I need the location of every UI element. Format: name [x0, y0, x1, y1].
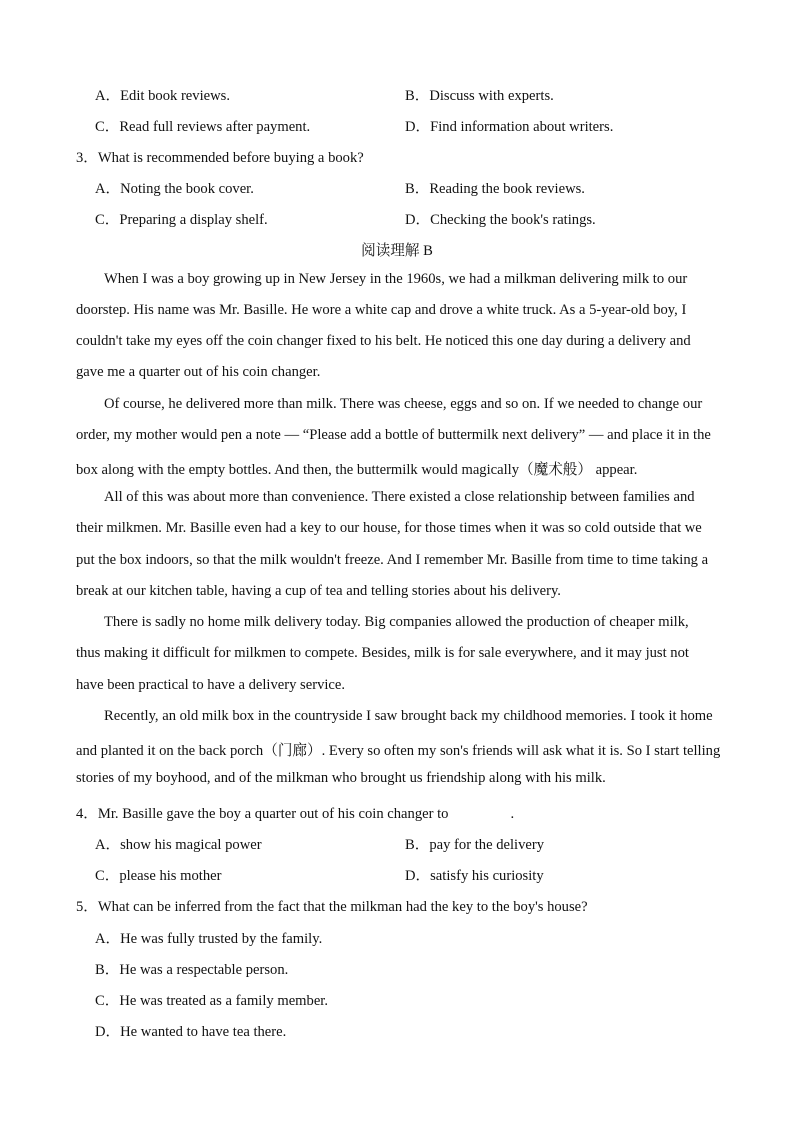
passage-line: break at our kitchen table, having a cup of tea and telling stories about his delivery.: [76, 583, 561, 599]
passage-line: order, my mother would pen a note — “Please add a bottle of buttermilk next delivery” — and place it in the: [76, 427, 711, 443]
passage-line: have been practical to have a delivery service.: [76, 677, 346, 693]
q5-option-c: C．He was treated as a family member.: [95, 993, 329, 1009]
q2-option-c: C．Read full reviews after payment.: [95, 119, 311, 135]
passage-line: When I was a boy growing up in New Jersey in the 1960s, we had a milkman delivering milk to our: [104, 271, 688, 287]
passage-line: box along with the empty bottles. And then, the buttermilk would magically（魔术般） appear.: [76, 462, 638, 478]
passage-line: stories of my boyhood, and of the milkman who brought us friendship along with his milk.: [76, 770, 606, 786]
q4-option-b: B．pay for the delivery: [405, 837, 545, 853]
q2-option-d: D．Find information about writers.: [405, 119, 614, 135]
q5-option-d: D．He wanted to have tea there.: [95, 1024, 287, 1040]
q3-stem: 3．What is recommended before buying a book?: [76, 150, 364, 166]
passage-line: their milkmen. Mr. Basille even had a key to our house, for those times when it was so cold outside that we: [76, 520, 702, 536]
passage-line: put the box indoors, so that the milk wouldn't freeze. And I remember Mr. Basille from time to time taking a: [76, 552, 709, 568]
q5-stem: 5．What can be inferred from the fact that the milkman had the key to the boy's house?: [76, 899, 588, 915]
passage-line: All of this was about more than convenience. There existed a close relationship between families and: [104, 489, 695, 505]
passage-line: couldn't take my eyes off the coin changer fixed to his belt. He noticed this one day during a delivery and: [76, 333, 691, 349]
q4-option-d: D．satisfy his curiosity: [405, 868, 544, 884]
q2-option-b: B．Discuss with experts.: [405, 88, 554, 104]
passage-line: and planted it on the back porch（门廊）. Every so often my son's friends will ask what it is. So I start telling: [76, 743, 721, 759]
passage-line: Recently, an old milk box in the countryside I saw brought back my childhood memories. I took it home: [104, 708, 713, 724]
passage-line: gave me a quarter out of his coin changer.: [76, 364, 321, 380]
section-title: 阅读理解 B: [361, 243, 433, 259]
q4-option-c: C．please his mother: [95, 868, 222, 884]
q2-option-a: A．Edit book reviews.: [95, 88, 230, 104]
passage-line: Of course, he delivered more than milk. There was cheese, eggs and so on. If we needed to change our: [104, 396, 703, 412]
passage-line: doorstep. His name was Mr. Basille. He wore a white cap and drove a white truck. As a 5-year-old boy, I: [76, 302, 687, 318]
q3-option-a: A．Noting the book cover.: [95, 181, 254, 197]
q4-stem: [76, 802, 514, 823]
q4-stem-end: .: [510, 806, 515, 822]
q5-option-b: B．He was a respectable person.: [95, 962, 289, 978]
q5-option-a: A．He was fully trusted by the family.: [95, 931, 323, 947]
passage-line: There is sadly no home milk delivery today. Big companies allowed the production of cheaper milk,: [104, 614, 689, 630]
passage-line: thus making it difficult for milkmen to compete. Besides, milk is for sale everywhere, and it may just not: [76, 645, 689, 661]
q3-option-b: B．Reading the book reviews.: [405, 181, 585, 197]
q3-option-d: D．Checking the book's ratings.: [405, 212, 596, 228]
q4-stem-text: 4．Mr. Basille gave the boy a quarter out of his coin changer to: [76, 806, 449, 822]
q3-option-c: C．Preparing a display shelf.: [95, 212, 268, 228]
q4-option-a: A．show his magical power: [95, 837, 262, 853]
